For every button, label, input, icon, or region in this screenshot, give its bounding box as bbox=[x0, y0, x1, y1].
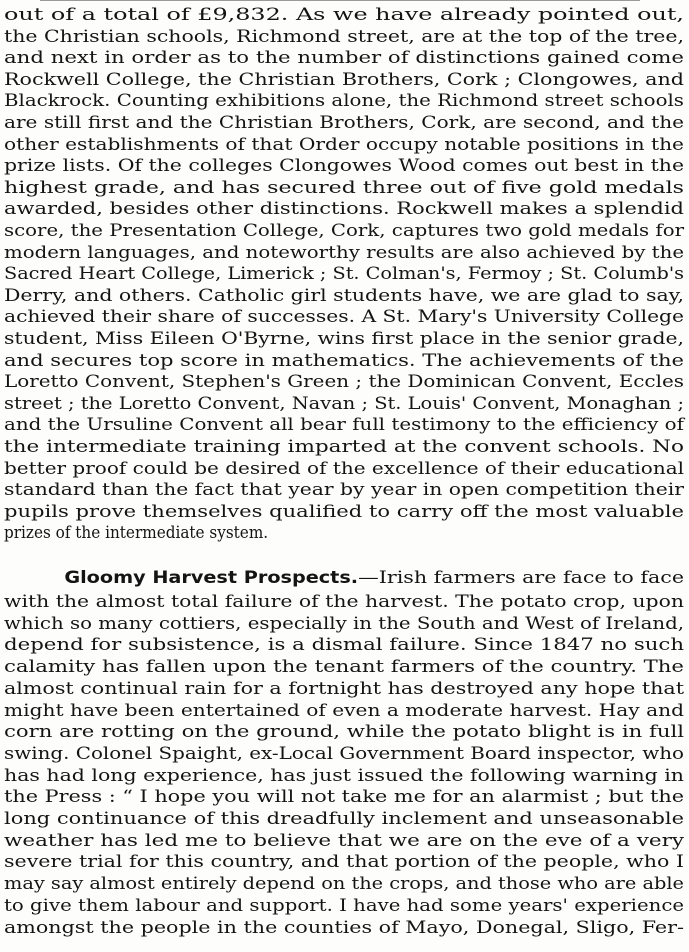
text-line: modern languages, and noteworthy results are also achieved by the bbox=[4, 242, 685, 262]
heading-continuation: —Irish farmers are face to face bbox=[358, 568, 685, 587]
text-line: score, the Presentation College, Cork, captures two gold medals for bbox=[4, 221, 685, 240]
text-line: to give them labour and support. I have had some years' experience bbox=[4, 895, 685, 915]
text-line: severe trial for this country, and that portion of the people, who I bbox=[4, 852, 684, 872]
text-line: prize lists. Of the colleges Clongowes Wood comes out best in the bbox=[4, 156, 685, 176]
text-line: amongst the people in the counties of Mayo, Donegal, Sligo, Fer- bbox=[4, 917, 684, 937]
text-line: swing. Colonel Spaight, ex-Local Government Board inspector, who bbox=[4, 743, 685, 763]
text-line: which so many cottiers, especially in the South and West of Ireland, bbox=[4, 613, 684, 633]
text-line: pupils prove themselves qualified to carry off the most valuable bbox=[4, 501, 684, 521]
text-line: might have been entertained of even a moderate harvest. Hay and bbox=[4, 700, 685, 720]
text-line: long continuance of this dreadfully inclement and unseasonable bbox=[4, 809, 684, 828]
text-line: out of a total of £9,832. As we have already pointed out, bbox=[4, 5, 685, 24]
text-line: with the almost total failure of the harvest. The potato crop, upon bbox=[4, 592, 684, 611]
text-line: the Christian schools, Richmond street, are at the top of the tree, bbox=[4, 26, 685, 46]
text-line: may say almost entirely depend on the crops, and those who are able bbox=[4, 874, 684, 894]
text-line: standard than the fact that year by year in open competition their bbox=[4, 480, 684, 500]
text-line: corn are rotting on the ground, while the potato blight is in full bbox=[4, 722, 684, 742]
text-line: almost continual rain for a fortnight has destroyed any hope that bbox=[4, 678, 684, 698]
section-heading: Gloomy Harvest Prospects. bbox=[64, 568, 359, 588]
text-line: Loretto Convent, Stephen's Green ; the Dominican Convent, Eccles bbox=[4, 372, 684, 392]
text-line: are still first and the Christian Brothers, Cork, are second, and the bbox=[4, 113, 685, 132]
top-rule bbox=[40, 0, 640, 1]
text-line: highest grade, and has secured three out of five gold medals bbox=[4, 177, 685, 197]
text-line: and next in order as to the number of distinctions gained come bbox=[4, 48, 684, 68]
text-line: the Press : “ I hope you will not take me for an alarmist ; but the bbox=[4, 787, 684, 807]
text-line: student, Miss Eileen O'Byrne, wins first place in the senior grade, bbox=[4, 329, 684, 348]
text-line: weather has led me to believe that we are on the eve of a very bbox=[4, 830, 684, 850]
text-line: better proof could be desired of the excellence of their educational bbox=[4, 458, 685, 478]
text-line: Derry, and others. Catholic girl students have, we are glad to say, bbox=[4, 285, 685, 305]
text-line: street ; the Loretto Convent, Navan ; St. Louis' Convent, Monaghan ; bbox=[4, 393, 684, 413]
text-line: depend for subsistence, is a dismal failure. Since 1847 no such bbox=[4, 635, 685, 655]
text-line: Rockwell College, the Christian Brothers, Cork ; Clongowes, and bbox=[4, 69, 684, 89]
text-line: other establishments of that Order occupy notable positions in the bbox=[4, 134, 684, 154]
text-line: awarded, besides other distinctions. Rockwell makes a splendid bbox=[4, 199, 684, 219]
text-line: and secures top score in mathematics. The achievements of the bbox=[4, 350, 685, 370]
text-line: has had long experience, has just issued the following warning in bbox=[4, 765, 685, 785]
text-line: prizes of the intermediate system. bbox=[4, 523, 269, 543]
text-line: achieved their share of successes. A St. Mary's University College bbox=[4, 307, 685, 327]
text-line: and the Ursuline Convent all bear full testimony to the efficiency of bbox=[4, 415, 684, 435]
text-line: the intermediate training imparted at the convent schools. No bbox=[4, 437, 684, 456]
text-line: calamity has fallen upon the tenant farmers of the country. The bbox=[4, 657, 684, 677]
heading-line bbox=[0, 565, 689, 591]
text-line: Sacred Heart College, Limerick ; St. Colman's, Fermoy ; St. Columb's bbox=[4, 264, 685, 284]
text-line: Blackrock. Counting exhibitions alone, the Richmond street schools bbox=[4, 91, 684, 111]
